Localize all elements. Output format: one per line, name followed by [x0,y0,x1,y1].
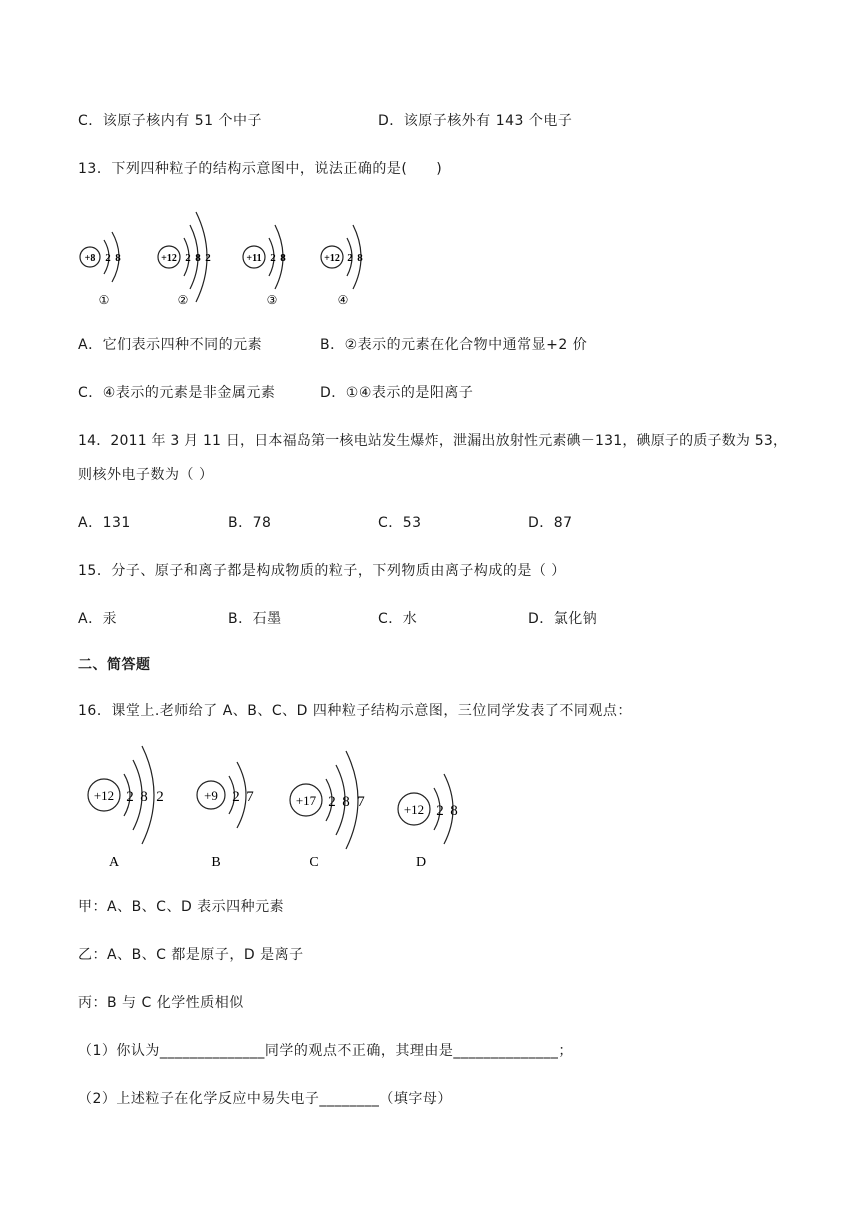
q13-label-3: ③ [266,293,278,307]
q14-stem-line2: 则核外电子数为（ ） [78,467,214,483]
q16-shell-a-3: 2 [156,789,164,805]
q12-option-c: C．该原子核内有 51 个中子 [78,113,262,129]
q16-nucleus-b: +9 [204,788,218,803]
q13-shell-2-2: 8 [195,252,201,264]
q13-shell-2-1: 2 [185,252,191,264]
q16-nucleus-c: +17 [295,793,317,808]
q16-shell-b-1: 2 [232,789,240,805]
q12-option-d: D．该原子核外有 143 个电子 [378,113,573,129]
q13-nucleus-4: +12 [324,253,340,264]
q13-shell-1-2: 8 [115,252,121,264]
q13-option-b: B．②表示的元素在化合物中通常显+2 价 [320,337,588,353]
q16-nucleus-a: +12 [93,788,115,803]
q16-view-yi: 乙：A、B、C 都是原子，D 是离子 [78,947,304,963]
q16-subquestion-2: （2）上述粒子在化学反应中易失电子________（填字母） [78,1091,452,1107]
section-heading: 二、简答题 [78,657,151,673]
q13-label-4: ④ [337,293,349,307]
q14-option-c: C．53 [378,515,422,531]
q16-shell-c-1: 2 [328,794,336,810]
q16-label-b: B [211,855,221,870]
q15-stem: 15．分子、原子和离子都是构成物质的粒子，下列物质由离子构成的是（ ） [78,563,566,579]
q16-shell-a-2: 8 [140,789,148,805]
q16-label-c: C [309,855,319,870]
q13-diagrams [70,200,390,315]
q13-nucleus-3: +11 [246,253,262,264]
q16-subquestion-1: （1）你认为______________同学的观点不正确，其理由是______________； [78,1043,573,1059]
q13-shell-3-1: 2 [270,252,276,264]
q13-stem: 13．下列四种粒子的结构示意图中，说法正确的是( ) [78,161,443,177]
q15-option-a: A．汞 [78,611,118,627]
q16-shell-d-2: 8 [450,803,458,819]
q16-shell-c-2: 8 [342,794,350,810]
q13-shell-1-1: 2 [105,252,111,264]
q13-shell-4-2: 8 [357,252,363,264]
q13-label-2: ② [177,293,189,307]
q16-label-a: A [108,855,120,870]
q15-option-d: D．氯化钠 [528,611,598,627]
q14-option-b: B．78 [228,515,272,531]
q15-option-c: C．水 [378,611,418,627]
q13-nucleus-2: +12 [161,253,177,264]
q13-option-c: C．④表示的元素是非金属元素 [78,385,276,401]
q13-option-a: A．它们表示四种不同的元素 [78,337,263,353]
q13-shell-3-2: 8 [280,252,286,264]
q13-shell-2-3: 2 [205,252,211,264]
q13-option-d: D．①④表示的是阳离子 [320,385,474,401]
q15-option-b: B．石墨 [228,611,282,627]
q13-label-1: ① [98,293,110,307]
q13-shell-4-1: 2 [347,252,353,264]
q16-label-d: D [415,855,427,870]
q13-nucleus-1: +8 [84,253,96,264]
q14-option-d: D．87 [528,515,573,531]
q14-stem-line1: 14．2011 年 3 月 11 日，日本福岛第一核电站发生爆炸，泄漏出放射性元素碘－131，碘原子的质子数为 53， [78,433,788,449]
q16-view-bing: 丙：B 与 C 化学性质相似 [78,995,244,1011]
q16-diagrams [80,738,480,873]
q14-option-a: A．131 [78,515,131,531]
q16-shell-c-3: 7 [357,794,365,810]
q16-shell-d-1: 2 [436,803,444,819]
q16-view-jia: 甲：A、B、C、D 表示四种元素 [78,899,285,915]
q16-nucleus-d: +12 [403,802,425,817]
q16-shell-a-1: 2 [126,789,134,805]
q16-stem: 16．课堂上.老师给了 A、B、C、D 四种粒子结构示意图，三位同学发表了不同观点： [78,703,632,719]
q16-shell-b-2: 7 [246,789,254,805]
